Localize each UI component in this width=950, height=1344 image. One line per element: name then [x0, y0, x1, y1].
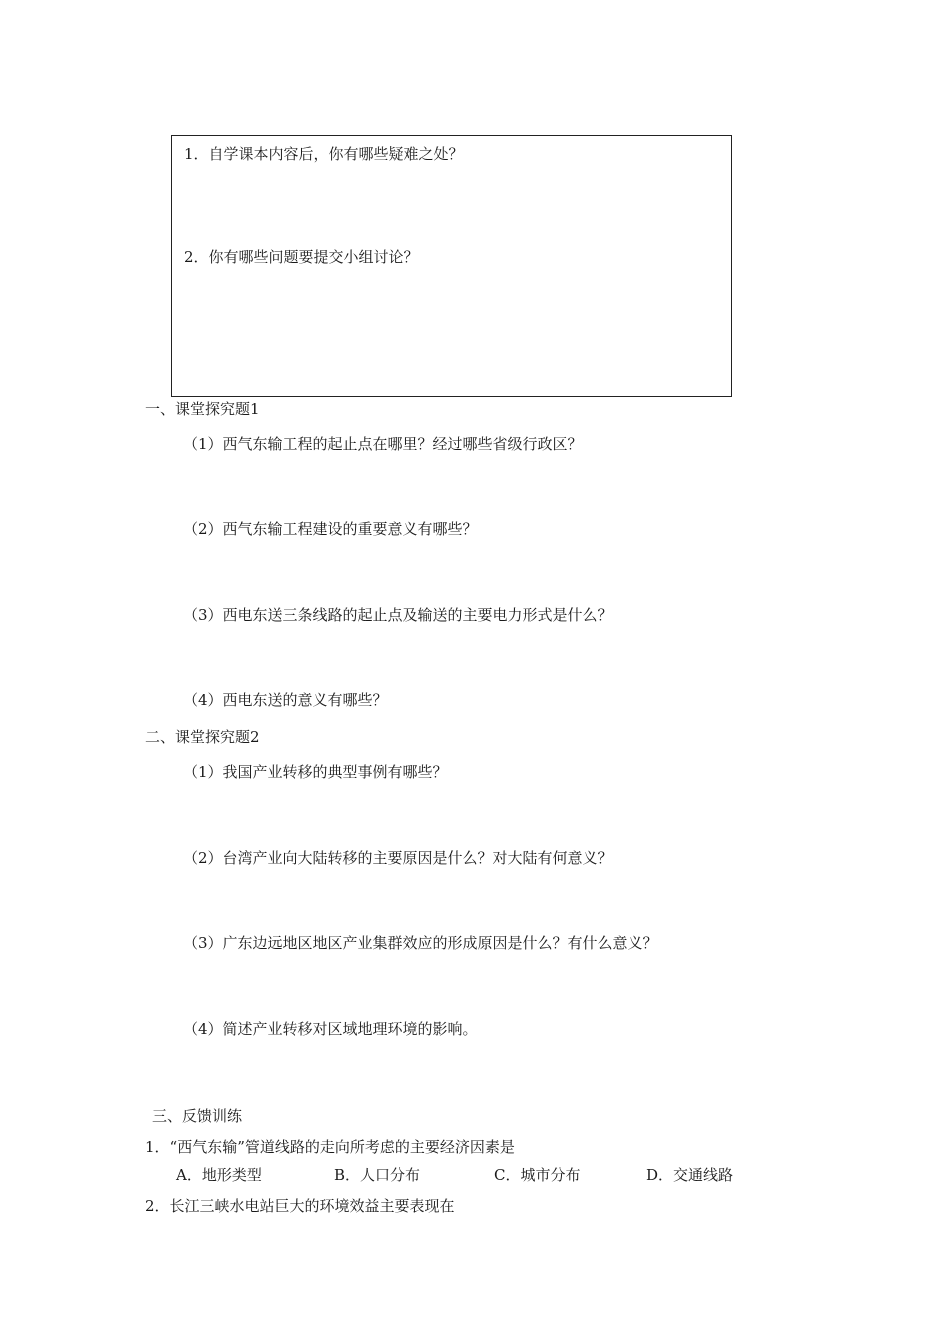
box-question-1: 1．自学课本内容后，你有哪些疑难之处？ — [184, 145, 464, 163]
option-b: B．人口分布 — [334, 1166, 421, 1184]
section-1-item-1: （1）西气东输工程的起止点在哪里？经过哪些省级行政区？ — [183, 435, 583, 453]
section-1-item-3: （3）西电东送三条线路的起止点及输送的主要电力形式是什么？ — [183, 606, 613, 624]
self-study-box — [171, 135, 732, 397]
feedback-question-2: 2．长江三峡水电站巨大的环境效益主要表现在 — [145, 1197, 455, 1215]
option-d: D．交通线路 — [646, 1166, 734, 1184]
section-2-heading: 二、课堂探究题2 — [145, 728, 260, 746]
feedback-question-1: 1．“西气东输”管道线路的走向所考虑的主要经济因素是 — [145, 1138, 515, 1156]
option-c: C．城市分布 — [494, 1166, 581, 1184]
section-2-item-3: （3）广东边远地区地区产业集群效应的形成原因是什么？有什么意义？ — [183, 934, 658, 952]
section-1-item-2: （2）西气东输工程建设的重要意义有哪些？ — [183, 520, 478, 538]
section-2-item-2: （2）台湾产业向大陆转移的主要原因是什么？对大陆有何意义？ — [183, 849, 613, 867]
section-1-item-4: （4）西电东送的意义有哪些？ — [183, 691, 388, 709]
section-1-heading: 一、课堂探究题1 — [145, 400, 260, 418]
section-2-item-4: （4）简述产业转移对区域地理环境的影响。 — [183, 1020, 478, 1038]
section-2-item-1: （1）我国产业转移的典型事例有哪些？ — [183, 763, 448, 781]
section-3-heading: 三、反馈训练 — [152, 1107, 243, 1125]
box-question-2: 2．你有哪些问题要提交小组讨论？ — [184, 248, 419, 266]
option-a: A．地形类型 — [176, 1166, 262, 1184]
